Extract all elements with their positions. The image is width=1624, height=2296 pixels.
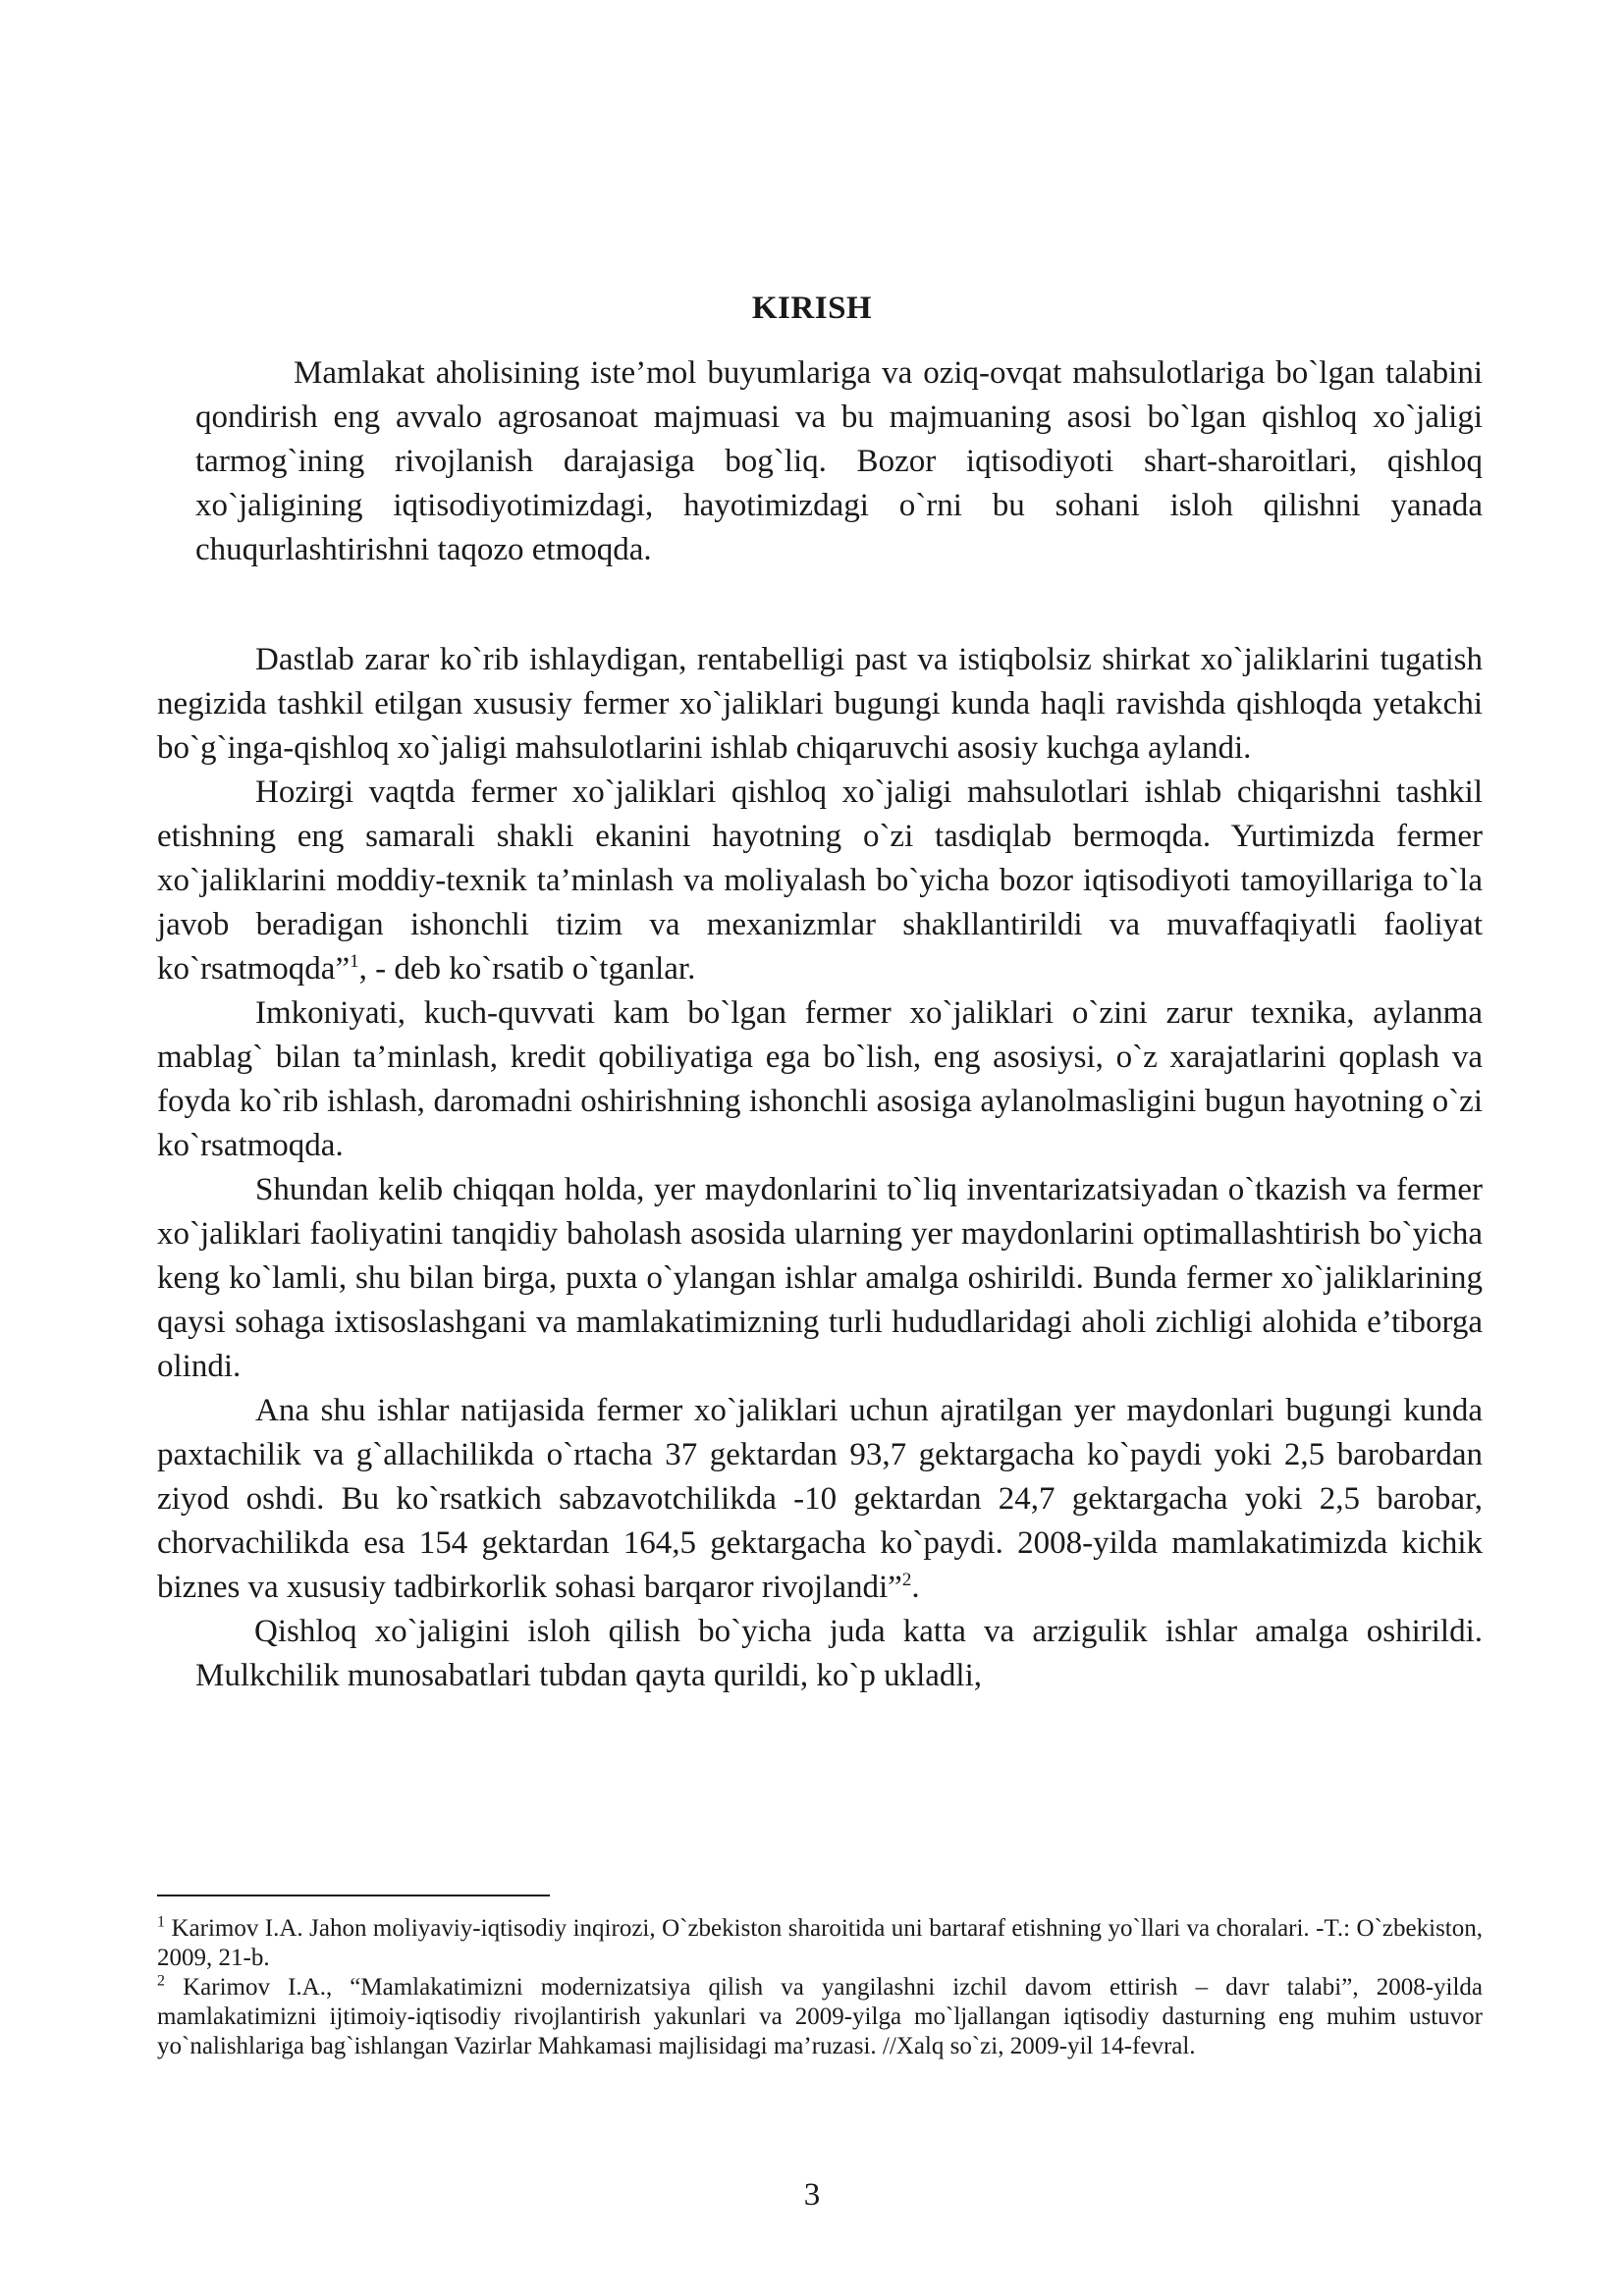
paragraph-6 [157, 1389, 1483, 1610]
footnote-separator [157, 1895, 550, 1896]
paragraph-3-text: Hozirgi vaqtda fermer xo`jaliklari qishloq xo`jaligi mahsulotlari ishlab chiqarishni tashkil etishning eng samarali shakli ekanini hayotning o`zi tasdiqlab bermoqda. Yurtimizda fermer xo`jaliklarini moddiy-texnik ta’minlash va moliyalash bo`yicha bozor iqtisodiyoti tamoyillariga to`la javob beradigan ishonchli tizim va mexanizmlar shakllantirildi va muvaffaqiyatli faoliyat ko`rsatmoqda” [157, 774, 1483, 987]
footnote-2 [157, 1973, 1483, 2061]
footnotes [157, 1914, 1483, 2061]
main-text [157, 638, 1483, 1698]
page-number: 3 [803, 2177, 821, 2213]
footnote-text: Karimov I.A., “Mamlakatimizni modernizatsiya qilish va yangilashni izchil davom ettirish – davr talabi”, 2008-yilda mamlakatimizni ijtimoiy-iqtisodiy rivojlantirish yakunlari va 2009-yilga mo`ljallangan iqtisodiy dasturning eng muhim ustuvor yo`nalishlariga bag`ishlangan Vazirlar Mahkamasi majlisidagi ma’ruzasi. //Xalq so`zi, 2009-yil 14-fevral. [157, 1974, 1484, 2059]
footnote-ref-1[interactable]: 1 [350, 951, 359, 972]
paragraph-3-tail: , - deb ko`rsatib o`tganlar. [358, 951, 696, 987]
footnote-text: Karimov I.A. Jahon moliyaviy-iqtisodiy inqirozi, O`zbekiston sharoitida uni bartaraf etishning yo`llari va choralari. -T.: O`zbekiston, 2009, 21-b. [157, 1915, 1483, 1971]
paragraph-4: Imkoniyati, kuch-quvvati kam bo`lgan fermer xo`jaliklari o`zini zarur texnika, aylanma mablag` bilan ta’minlash, kredit qobiliyatiga ega bo`lish, eng asosiysi, o`z xarajatlarini qoplash va foyda ko`rib ishlash, daromadni oshirishning ishonchli asosiga aylanolmasligini bugun hayotning o`zi ko`rsatmoqda. [157, 995, 1483, 1163]
paragraph-5: Shundan kelib chiqqan holda, yer maydonlarini to`liq inventarizatsiyadan o`tkazish va fermer xo`jaliklari faoliyatini tanqidiy baholash asosida ularning yer maydonlarini optimallashtirish bo`yicha keng ko`lamli, shu bilan birga, puxta o`ylangan ishlar amalga oshirildi. Bunda fermer xo`jaliklarining qaysi sohaga ixtisoslashgani va mamlakatimizning turli hududlaridagi aholi zichligi alohida e’tiborga olindi. [157, 1172, 1483, 1384]
footnote-ref-2[interactable]: 2 [901, 1570, 912, 1590]
paragraph-text: Mamlakat aholisining iste’mol buyumlariga va oziq-ovqat mahsulotlariga bo`lgan talabini qondirish eng avvalo agrosanoat majmuasi va bu majmuaning asosi bo`lgan qishloq xo`jaligi tarmog`ining rivojlanish darajasiga bog`liq. Bozor iqtisodiyoti shart-sharoitlari, qishloq xo`jaligining iqtisodiyotimizdagi, hayotimizdagi o`rni bu sohani isloh qilishni yanada chuqurlashtirishni taqozo etmoqda. [195, 355, 1483, 567]
footnote-marker: 1 [157, 1913, 165, 1931]
paragraph-3 [157, 771, 1483, 991]
footnote-1 [157, 1914, 1483, 1973]
footnote-marker: 2 [157, 1972, 165, 1990]
page-title: KIRISH [751, 291, 873, 326]
paragraph-6-text: Ana shu ishlar natijasida fermer xo`jaliklari uchun ajratilgan yer maydonlari bugungi kunda paxtachilik va g`allachilikda o`rtacha 37 gektardan 93,7 gektargacha ko`paydi yoki 2,5 barobardan ziyod oshdi. Bu ko`rsatkich sabzavotchilikda -10 gektardan 24,7 gektargacha yoki 2,5 barobar, chorvachilikda esa 154 gektardan 164,5 gektargacha ko`paydi. 2008-yilda mamlakatimizda kichik biznes va xususiy tadbirkorlik sohasi barqaror rivojlandi” [157, 1393, 1483, 1605]
intro-paragraph [195, 351, 1483, 572]
paragraph-7: Qishloq xo`jaligini isloh qilish bo`yicha juda katta va arzigulik ishlar amalga oshirildi. Mulkchilik munosabatlari tubdan qayta qurildi, ko`p ukladli, [195, 1614, 1483, 1693]
paragraph-6-tail: . [911, 1570, 920, 1605]
paragraph-2: Dastlab zarar ko`rib ishlaydigan, rentabelligi past va istiqbolsiz shirkat xo`jaliklarini tugatish negizida tashkil etilgan xususiy fermer xo`jaliklari bugungi kunda haqli ravishda qishloqda yetakchi bo`g`inga-qishloq xo`jaligi mahsulotlarini ishlab chiqaruvchi asosiy kuchga aylandi. [157, 642, 1483, 766]
